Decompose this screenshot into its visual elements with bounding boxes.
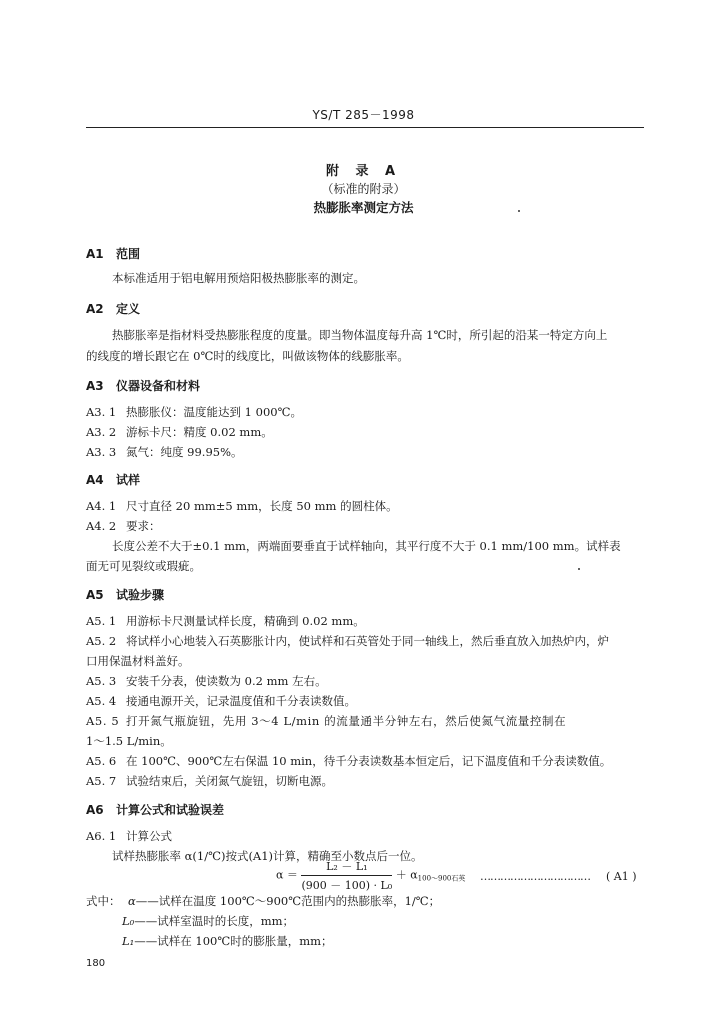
scan-speck	[578, 568, 580, 570]
where-label: 式中：	[86, 894, 121, 908]
section-heading-a3	[86, 377, 200, 394]
formula-denominator: (900 － 100) · L₀	[301, 879, 393, 892]
formula-plus-term: ＋ α	[395, 868, 418, 882]
section-number: A6	[86, 803, 104, 817]
section-title: 试样	[116, 473, 141, 487]
section-heading-a6	[86, 801, 224, 818]
list-item: A5. 4 接通电源开关，记录温度值和千分表读数值。	[86, 694, 356, 708]
formula-a1	[276, 858, 465, 893]
standard-code-header: YS/T 285－1998	[312, 108, 415, 122]
section-number: A2	[86, 302, 104, 316]
section-title: 计算公式和试验误差	[116, 803, 225, 817]
list-item: A5. 6 在 100℃、900℃左右保温 10 min，待千分表读数基本恒定后，记下温度值和千分表读数值。	[86, 754, 612, 768]
formula-label: ( A1 )	[606, 870, 637, 883]
list-item-continuation: 1～1.5 L/min。	[86, 734, 172, 748]
list-item: A4. 1 尺寸直径 20 mm±5 mm，长度 50 mm 的圆柱体。	[86, 499, 398, 513]
section-heading-a5	[86, 586, 164, 603]
list-item: A5. 3 安装千分表，使读数为 0.2 mm 左右。	[86, 674, 327, 688]
formula-leader: ……………………………	[480, 870, 590, 883]
page-number: 180	[86, 958, 106, 969]
section-heading-a2	[86, 300, 140, 317]
paragraph-a4-req-line2: 面无可见裂纹或瑕疵。	[86, 559, 201, 573]
section-title: 范围	[116, 247, 141, 261]
formula-term-subscript: 100～900石英	[417, 874, 466, 883]
list-item: A4. 2 要求：	[86, 519, 161, 533]
paragraph-a4-req-line1: 长度公差不大于±0.1 mm，两端面要垂直于试样轴向，其平行度不大于 0.1 mm/100 mm。试样表	[112, 539, 621, 553]
section-number: A3	[86, 379, 104, 393]
list-item: A3. 1 热膨胀仪：温度能达到 1 000℃。	[86, 405, 302, 419]
formula-numerator: L₂ － L₁	[301, 858, 392, 876]
section-title: 定义	[116, 302, 141, 316]
section-title: 试验步骤	[116, 588, 165, 602]
list-item: A6. 1 计算公式	[86, 829, 172, 843]
list-item: A3. 2 游标卡尺：精度 0.02 mm。	[86, 425, 273, 439]
section-heading-a4	[86, 471, 140, 488]
paragraph-a2-line1: 热膨胀率是指材料受热膨胀程度的度量。即当物体温度每升高 1℃时，所引起的沿某一特定方向上	[112, 328, 608, 342]
list-item: A3. 3 氮气：纯度 99.95%。	[86, 445, 243, 459]
section-number: A4	[86, 473, 104, 487]
section-heading-a1	[86, 245, 140, 262]
paragraph-a1: 本标准适用于铝电解用预焙阳极热膨胀率的测定。	[112, 271, 365, 285]
variable-definition: L₀——试样室温时的长度，mm；	[122, 914, 295, 928]
header-rule	[86, 127, 644, 128]
annex-subtitle: （标准的附录）	[321, 182, 406, 196]
variable-definition: α——试样在温度 100℃～900℃范围内的热膨胀率，1/℃；	[128, 894, 441, 908]
list-item: A5. 7 试验结束后，关闭氮气旋钮，切断电源。	[86, 774, 333, 788]
scan-speck	[518, 210, 520, 212]
paragraph-a6-intro: 试样热膨胀率 α(1/℃)按式(A1)计算，精确至小数点后一位。	[112, 849, 423, 863]
formula-fraction	[301, 858, 392, 893]
section-number: A5	[86, 588, 104, 602]
list-item-continuation: 口用保温材料盖好。	[86, 654, 190, 668]
section-number: A1	[86, 247, 104, 261]
annex-title: 附 录 A	[325, 164, 402, 179]
list-item: A5. 5 打开氮气瓶旋钮，先用 3～4 L/min 的流量通半分钟左右，然后使氮气流量控制在	[86, 714, 567, 728]
list-item: A5. 2 将试样小心地装入石英膨胀计内，使试样和石英管处于同一轴线上，然后垂直放入加热炉内，炉	[86, 634, 609, 648]
annex-name: 热膨胀率测定方法	[313, 200, 414, 215]
formula-lhs: α ＝	[276, 868, 298, 882]
list-item: A5. 1 用游标卡尺测量试样长度，精确到 0.02 mm。	[86, 614, 365, 628]
paragraph-a2-line2: 的线度的增长跟它在 0℃时的线度比，叫做该物体的线膨胀率。	[86, 349, 409, 363]
section-title: 仪器设备和材料	[116, 379, 201, 393]
variable-definition: L₁——试样在 100℃时的膨胀量，mm；	[122, 934, 333, 948]
